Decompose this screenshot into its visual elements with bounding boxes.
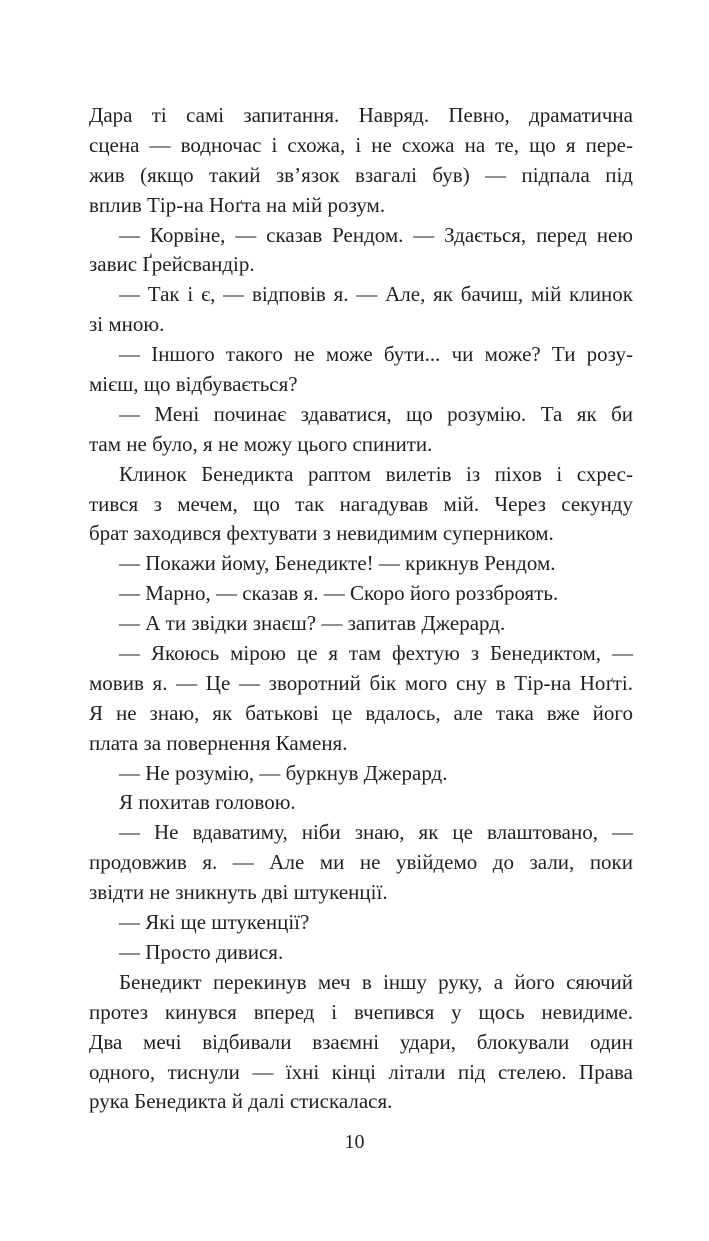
text-line: — Корвіне, — сказав Рендом. — Здається, перед нею [119, 222, 633, 247]
text-line: мовив я. — Це — зворотний бік мого сну в Тір-на Ноґті. [89, 670, 633, 695]
text-line: завис Ґрейсвандір. [89, 252, 255, 277]
text-line: — Мені починає здаватися, що розумію. Та як би [119, 401, 633, 426]
text-line: Дара ті самі запитання. Навряд. Певно, драматична [89, 103, 633, 127]
text-line: зі мною. [89, 312, 165, 337]
text-line: мієш, що відбувається? [89, 372, 298, 397]
text-line: звідти не зникнуть дві штукенції. [89, 880, 388, 905]
text-line: Два мечі відбивали взаємні удари, блокували один [89, 1029, 633, 1054]
text-line: Я не знаю, як батькові це вдалось, але така вже його [89, 700, 633, 725]
text-line: жив (якщо такий зв’язок взагалі був) — підпала під [89, 162, 633, 187]
text-line: Я похитав головою. [119, 790, 296, 815]
text-line: — Не вдаватиму, ніби знаю, як це влаштовано, — [119, 820, 633, 845]
text-line: протез кинувся вперед і вчепився у щось невидиме. [89, 999, 633, 1024]
text-line: вплив Тір-на Ноґта на мій розум. [89, 192, 386, 217]
text-line: — Не розумію, — буркнув Джерард. [119, 760, 448, 785]
page-number: 10 [344, 1131, 365, 1153]
text-line: — Іншого такого не може бути... чи може? Ти розу- [119, 342, 633, 367]
text-line: Клинок Бенедикта раптом вилетів із піхов і схрес- [119, 461, 633, 486]
body-text [89, 101, 633, 1117]
text-line: там не було, я не можу цього спинити. [89, 431, 433, 456]
text-line: продовжив я. — Але ми не увійдемо до зали, поки [89, 850, 633, 875]
text-line: — Покажи йому, Бенедикте! — крикнув Рендом. [119, 551, 556, 576]
text-line: — Просто дивися. [119, 939, 284, 964]
text-line: — А ти звідки знаєш? — запитав Джерард. [119, 611, 506, 636]
text-line: — Марно, — сказав я. — Скоро його роззброять. [119, 581, 559, 606]
text-line: одного, тиснули — їхні кінці літали під стелею. Права [89, 1059, 633, 1084]
text-line: — Так і є, — відповів я. — Але, як бачиш, мій клинок [119, 282, 633, 307]
text-line: тився з мечем, що так нагадував мій. Через секунду [89, 491, 633, 516]
text-line: плата за повернення Каменя. [89, 730, 348, 755]
text-line: — Якоюсь мірою це я там фехтую з Бенедиктом, — [119, 641, 633, 666]
text-line: сцена — водночас і схожа, і не схожа на те, що я пере- [89, 132, 633, 157]
text-line: — Які ще штукенції? [119, 910, 310, 935]
text-line: рука Бенедикта й далі стискалася. [89, 1089, 393, 1114]
text-line: брат заходився фехтувати з невидимим суперником. [89, 521, 554, 546]
text-line: Бенедикт перекинув меч в іншу руку, а його сяючий [119, 969, 633, 994]
